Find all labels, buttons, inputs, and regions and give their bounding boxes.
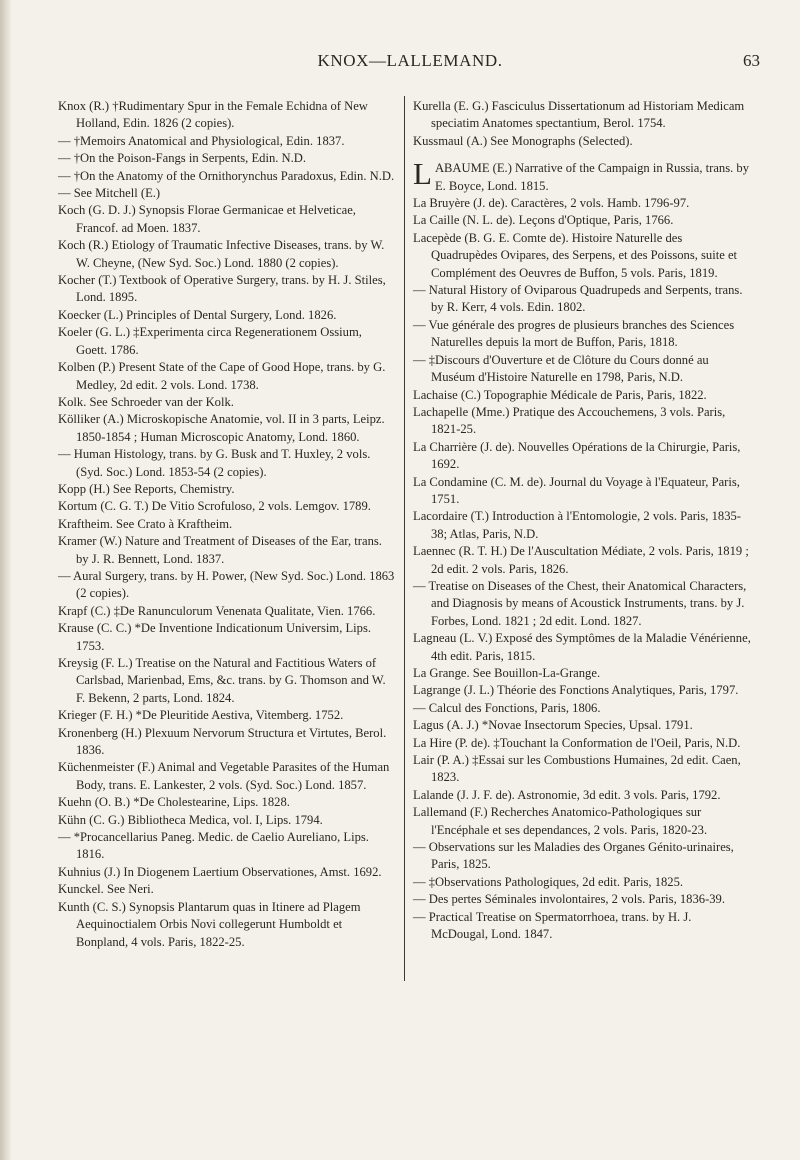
catalog-entry: — Vue générale des progres de plusieurs branches des Sciences Naturelles depuis la mort de Buffon, Paris, 1818. xyxy=(413,317,735,350)
catalog-entry: — Des pertes Séminales involontaires, 2 vols. Paris, 1836-39. xyxy=(413,892,726,907)
catalog-entry: Kussmaul (A.) See Monographs (Selected). xyxy=(413,133,633,148)
catalog-entry: — Observations sur les Maladies des Organes Génito-urinaires, Paris, 1825. xyxy=(413,840,734,872)
catalog-entry: Krieger (F. H.) *De Pleuritide Aestiva, Vitemberg. 1752. xyxy=(58,708,344,723)
catalog-entry: — Human Histology, trans. by G. Busk and T. Huxley, 2 vols. (Syd. Soc.) Lond. 1853-54 (2 copies). xyxy=(58,447,371,479)
section-start-entry: LABAUME (E.) Narrative of the Campaign in Russia, trans. by E. Boyce, Lond. 1815. xyxy=(413,156,750,193)
catalog-entry: — Aural Surgery, trans. by H. Power, (New Syd. Soc.) Lond. 1863 (2 copies). xyxy=(58,568,395,601)
page-spine-shadow xyxy=(0,0,12,1160)
catalog-entry: — Practical Treatise on Spermatorrhoea, trans. by H. J. McDougal, Lond. 1847. xyxy=(413,909,692,942)
catalog-entry: Küchenmeister (F.) Animal and Vegetable Parasites of the Human Body, trans. E. Lankester, 2 vols. (Syd. Soc.) Lond. 1857. xyxy=(58,760,390,792)
catalog-entry: Lachapelle (Mme.) Pratique des Accouchemens, 3 vols. Paris, 1821-25. xyxy=(413,404,726,437)
catalog-entry: Kuehn (O. B.) *De Cholestearine, Lips. 1828. xyxy=(58,795,290,810)
catalog-entry: Kreysig (F. L.) Treatise on the Natural and Factitious Waters of Carlsbad, Marienbad, Ems, &c. trans. by G. Thomson and W. F. Bekenn, 2 parts, Lond. 1824. xyxy=(58,656,386,705)
catalog-entry: La Hire (P. de). ‡Touchant la Conformation de l'Oeil, Paris, N.D. xyxy=(413,735,741,750)
catalog-entry: Laennec (R. T. H.) De l'Auscultation Médiate, 2 vols. Paris, 1819 ; 2d edit. 2 vols. Paris, 1826. xyxy=(413,544,749,576)
catalog-entry: Knox (R.) †Rudimentary Spur in the Female Echidna of New Holland, Edin. 1826 (2 copies). xyxy=(58,99,368,131)
catalog-entry: Kuhnius (J.) In Diogenem Laertium Observationes, Amst. 1692. xyxy=(58,864,382,879)
catalog-entry: Kocher (T.) Textbook of Operative Surgery, trans. by H. J. Stiles, Lond. 1895. xyxy=(58,273,386,305)
catalog-entry: La Charrière (J. de). Nouvelles Opérations de la Chirurgie, Paris, 1692. xyxy=(413,439,741,472)
page-header xyxy=(60,48,760,78)
catalog-entry: Lacordaire (T.) Introduction à l'Entomologie, 2 vols. Paris, 1835-38; Atlas, Paris, N.D. xyxy=(413,509,741,541)
catalog-entry: Koeler (G. L.) ‡Experimenta circa Regenerationem Ossium, Goett. 1786. xyxy=(58,325,362,357)
catalog-entry: Kramer (W.) Nature and Treatment of Diseases of the Ear, trans. by J. R. Bennett, Lond. 1837. xyxy=(58,534,382,566)
right-column xyxy=(413,98,751,944)
catalog-entry: Kühn (C. G.) Bibliotheca Medica, vol. I, Lips. 1794. xyxy=(58,812,323,827)
catalog-entry: — See Mitchell (E.) xyxy=(58,186,161,201)
catalog-entry: Lallemand (F.) Recherches Anatomico-Pathologiques sur l'Encéphale et ses dependances, 2 vols. Paris, 1820-23. xyxy=(413,805,708,837)
catalog-entry: Lalande (J. J. F. de). Astronomie, 3d edit. 3 vols. Paris, 1792. xyxy=(413,787,721,802)
catalog-entry: Krause (C. C.) *De Inventione Indicationum Universim, Lips. 1753. xyxy=(58,621,372,653)
catalog-entry: Lacepède (B. G. E. Comte de). Histoire Naturelle des Quadrupèdes Ovipares, des Serpens, et des Poissons, suite et Complément des Oeuvres de Buffon, 5 vols. Paris, 1819. xyxy=(413,230,738,280)
catalog-entry: Lagrange (J. L.) Théorie des Fonctions Analytiques, Paris, 1797. xyxy=(413,683,739,698)
catalog-entry: — *Procancellarius Paneg. Medic. de Caelio Aureliano, Lips. 1816. xyxy=(58,830,369,862)
catalog-entry: — ‡Observations Pathologiques, 2d edit. Paris, 1825. xyxy=(413,874,684,889)
catalog-entry: Kortum (C. G. T.) De Vitio Scrofuloso, 2 vols. Lemgov. 1789. xyxy=(58,499,371,514)
catalog-entry: Kraftheim. See Crato à Kraftheim. xyxy=(58,516,233,531)
catalog-entry: Lagus (A. J.) *Novae Insectorum Species, Upsal. 1791. xyxy=(413,718,693,733)
catalog-entry: La Condamine (C. M. de). Journal du Voyage à l'Equateur, Paris, 1751. xyxy=(413,474,740,506)
catalog-entry: Koecker (L.) Principles of Dental Surgery, Lond. 1826. xyxy=(58,307,337,322)
catalog-entry: Kolben (P.) Present State of the Cape of Good Hope, trans. by G. Medley, 2d edit. 2 vols. Lond. 1738. xyxy=(58,360,386,392)
catalog-entry: — ‡Discours d'Ouverture et de Clôture du Cours donné au Muséum d'Histoire Naturelle en 1798, Paris, N.D. xyxy=(413,352,709,385)
page-number: 63 xyxy=(743,51,760,70)
left-column xyxy=(58,98,396,951)
catalog-entry: — Calcul des Fonctions, Paris, 1806. xyxy=(413,700,601,715)
catalog-entry: Kopp (H.) See Reports, Chemistry. xyxy=(58,481,235,496)
catalog-entry: La Caille (N. L. de). Leçons d'Optique, Paris, 1766. xyxy=(413,213,674,228)
catalog-entry: La Bruyère (J. de). Caractères, 2 vols. Hamb. 1796-97. xyxy=(413,196,690,211)
column-divider xyxy=(404,96,405,981)
catalog-entry: — †On the Poison-Fangs in Serpents, Edin. N.D. xyxy=(58,151,307,166)
catalog-entry: Kölliker (A.) Microskopische Anatomie, vol. II in 3 parts, Leipz. 1850-1854 ; Human Microscopic Anatomy, Lond. 1860. xyxy=(58,412,385,444)
catalog-entry: Lachaise (C.) Topographie Médicale de Paris, Paris, 1822. xyxy=(413,387,707,402)
catalog-entry: Koch (R.) Etiology of Traumatic Infective Diseases, trans. by W. W. Cheyne, (New Syd. Soc.) Lond. 1880 (2 copies). xyxy=(58,238,385,270)
catalog-entry: Kurella (E. G.) Fasciculus Dissertationum ad Historiam Medicam speciatim Anatomes spectantium, Berol. 1754. xyxy=(413,99,745,131)
catalog-entry: Kronenberg (H.) Plexuum Nervorum Structura et Virtutes, Berol. 1836. xyxy=(58,725,387,758)
catalog-entry: Kunckel. See Neri. xyxy=(58,882,154,897)
catalog-entry: Koch (G. D. J.) Synopsis Florae Germanicae et Helveticae, Francof. ad Moen. 1837. xyxy=(58,203,356,235)
catalog-entry: Lair (P. A.) ‡Essai sur les Combustions Humaines, 2d edit. Caen, 1823. xyxy=(413,753,741,785)
catalog-entry: — Natural History of Oviparous Quadrupeds and Serpents, trans. by R. Kerr, 4 vols. Edin. 1802. xyxy=(413,283,743,315)
running-title: KNOX—LALLEMAND. xyxy=(317,51,503,70)
catalog-entry: Lagneau (L. V.) Exposé des Symptômes de la Maladie Vénérienne, 4th edit. Paris, 1815. xyxy=(413,631,751,663)
catalog-entry: — †Memoirs Anatomical and Physiological, Edin. 1837. xyxy=(58,133,345,148)
catalog-entry: Kunth (C. S.) Synopsis Plantarum quas in Itinere ad Plagem Aequinoctialem Orbis Novi collegerunt Humboldt et Bonpland, 4 vols. Paris, 1822-25. xyxy=(58,899,361,949)
catalog-entry: Kolk. See Schroeder van der Kolk. xyxy=(58,394,234,409)
catalog-entry: Krapf (C.) ‡De Ranunculorum Venenata Qualitate, Vien. 1766. xyxy=(58,603,376,618)
catalog-entry: — †On the Anatomy of the Ornithorynchus Paradoxus, Edin. N.D. xyxy=(58,168,395,183)
catalog-entry: — Treatise on Diseases of the Chest, their Anatomical Characters, and Diagnosis by means of Acoustick Instruments, trans. by J. Forbes, Lond. 1821 ; 2d edit. Lond. 1827. xyxy=(413,578,747,628)
catalog-entry: La Grange. See Bouillon-La-Grange. xyxy=(413,666,601,680)
